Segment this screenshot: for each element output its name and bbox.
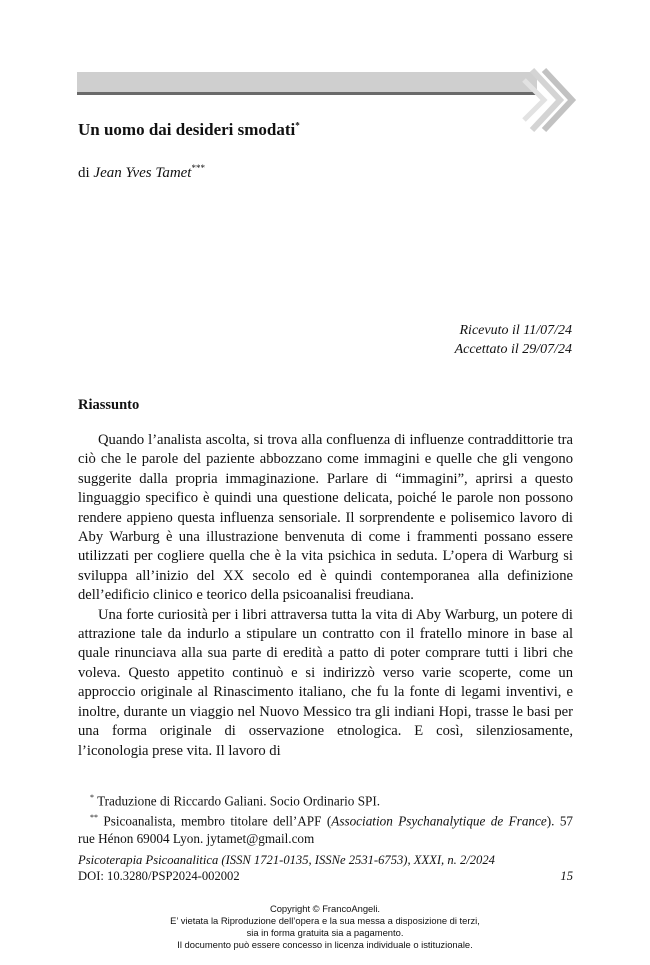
copyright-notice [0, 903, 650, 951]
header-band [77, 72, 537, 94]
chevron-decoration-icon [522, 66, 582, 136]
author-footnote-mark: *** [191, 163, 205, 173]
doi-text: DOI: 10.3280/PSP2024-002002 [78, 869, 240, 883]
footnote-2 [78, 809, 573, 846]
author-prefix: di [78, 165, 90, 181]
page-number: 15 [560, 869, 573, 883]
author-line [78, 163, 205, 182]
copyright-line-1: Copyright © FrancoAngeli. [269, 903, 381, 914]
footnote-1-text: Traduzione di Riccardo Galiani. Socio Ordinario SPI. [97, 793, 381, 809]
doi-line [78, 868, 573, 884]
copyright-line-2: E’ vietata la Riproduzione dell’opera e la sua messa a disposizione di terzi, [170, 915, 480, 926]
journal-info [78, 852, 573, 884]
author-name: Jean Yves Tamet [93, 165, 192, 181]
footnote-2-text-a: Psicoanalista, membro titolare dell’APF ( [103, 813, 332, 829]
footnote-1 [78, 789, 573, 809]
copyright-line-3: sia in forma gratuita sia a pagamento. [246, 927, 404, 938]
footnote-2-text-b: ). 57 rue Hénon 69004 Lyon. jytamet@gmail.com [78, 813, 574, 846]
abstract-paragraph: Quando l’analista ascolta, si trova alla confluenza di influenze contraddittorie tra ciò che le parole del paziente abbozzano come immagini e quelle che gli vengono suggerite dalla propria immaginazione. Parlare di “immagini”, aprirsi a questo linguaggio specifico è quindi una questione delicata, poiché le parole non possono rendere appieno questa influenza sensoriale. Il sorprendente e polisemico lavoro di Aby Warburg è una illustrazione benvenuta di come i frammenti possano essere utilizzati per cogliere quella che è la vita psichica in seduta. L’opera di Warburg si sviluppa all’inizio del XX secolo ed è quindi contemporanea alla definizione dell’edificio clinico e teorico della psicoanalisi freudiana. [78, 432, 573, 604]
footnote-1-mark: * [90, 793, 94, 802]
received-date: Ricevuto il 11/07/24 [459, 323, 572, 338]
dates-block [455, 321, 572, 359]
footnote-2-mark: ** [90, 813, 98, 823]
header-rule [77, 92, 539, 95]
article-title [78, 120, 300, 140]
title-text: Un uomo dai desideri smodati [78, 120, 296, 139]
copyright-line-4: Il documento può essere concesso in licenza individuale o istituzionale. [177, 939, 473, 950]
abstract-heading: Riassunto [78, 397, 140, 413]
title-footnote-mark: * [295, 120, 300, 131]
footnote-2-text-italic: Association Psychanalytique de France [331, 813, 547, 829]
abstract-body [78, 431, 573, 761]
accepted-date: Accettato il 29/07/24 [454, 342, 572, 357]
footnotes [78, 789, 573, 847]
journal-citation: Psicoterapia Psicoanalitica (ISSN 1721-0135, ISSNe 2531-6753), XXXI, n. 2/2024 [78, 853, 495, 867]
abstract-paragraph: Una forte curiosità per i libri attraversa tutta la vita di Aby Warburg, un potere di attrazione tale da indurlo a stipulare un contratto con il fratello minore in base al quale rinunciava alla sua parte di eredità a patto di poter comprare tutti i libri che voleva. Questo appetito continuò e si indirizzò verso varie scoperte, come un approccio originale al Rinascimento italiano, che fu la fonte di legami inventivi, e inoltre, durante un viaggio nel Nuovo Messico tra gli indiani Hopi, trasse le basi per una forma originale di osservazione etnologica. E così, silenziosamente, l’iconologia prese vita. Il lavoro di [78, 606, 573, 759]
